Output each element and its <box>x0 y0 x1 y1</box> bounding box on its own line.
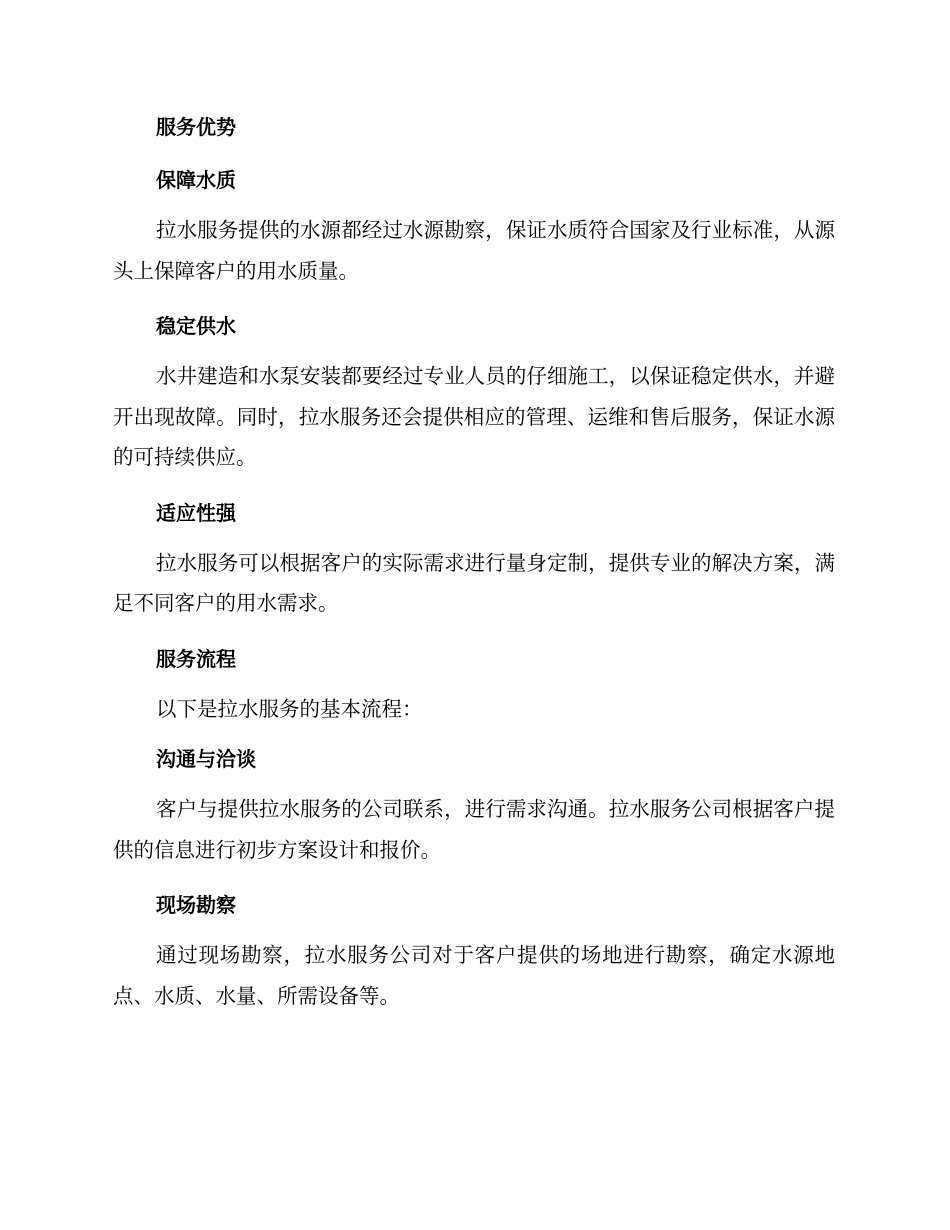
paragraph-water-quality: 拉水服务提供的水源都经过水源勘察，保证水质符合国家及行业标准，从源头上保障客户的用水质量。 <box>113 218 835 283</box>
paragraph-communication: 客户与提供拉水服务的公司联系，进行需求沟通。拉水服务公司根据客户提供的信息进行初步方案设计和报价。 <box>113 797 835 862</box>
subheading-stable-supply: 稳定供水 <box>156 314 236 338</box>
paragraph-adaptability: 拉水服务可以根据客户的实际需求进行量身定制，提供专业的解决方案，满足不同客户的用水需求。 <box>113 550 835 615</box>
subheading-adaptability: 适应性强 <box>156 500 236 525</box>
section-heading-process: 服务流程 <box>156 646 236 671</box>
paragraph-stable-supply: 水井建造和水泵安装都要经过专业人员的仔细施工，以保证稳定供水，并避开出现故障。同时，拉水服务还会提供相应的管理、运维和售后服务，保证水源的可持续供应。 <box>113 364 835 469</box>
paragraph-site-survey: 通过现场勘察，拉水服务公司对于客户提供的场地进行勘察，确定水源地点、水质、水量、所需设备等。 <box>113 943 835 1008</box>
subheading-site-survey: 现场勘察 <box>156 893 236 917</box>
subheading-communication: 沟通与洽谈 <box>156 747 256 771</box>
paragraph-process-intro: 以下是拉水服务的基本流程： <box>156 696 423 721</box>
subheading-water-quality: 保障水质 <box>156 168 236 192</box>
document-body <box>113 104 835 1023</box>
section-heading-advantages: 服务优势 <box>156 115 236 139</box>
